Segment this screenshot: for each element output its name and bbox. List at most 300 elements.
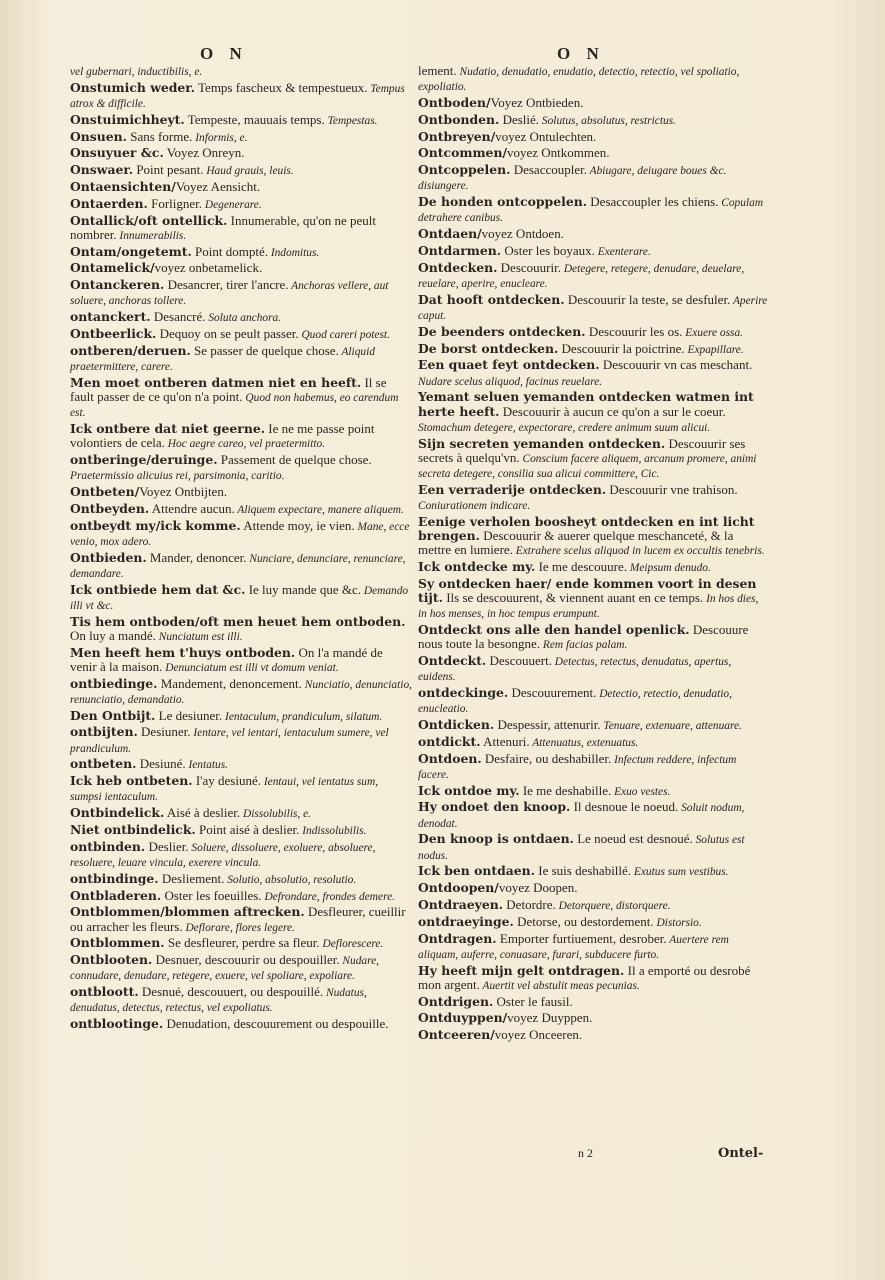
dictionary-entry (418, 325, 768, 340)
latin-gloss: Solutus est nodus. (418, 834, 745, 862)
headword: Ontdrigen. (418, 993, 494, 1009)
headword: Sijn secreten yemanden ontdecken. (418, 435, 666, 451)
french-gloss: Deslier. (145, 838, 189, 854)
dictionary-entry (418, 293, 768, 323)
french-gloss: Descouurir la teste, se desfuler. (564, 291, 731, 307)
latin-gloss: Infectum reddere, infectum facere. (418, 753, 737, 781)
latin-gloss: Rem facias palam. (540, 639, 628, 652)
latin-gloss: Tenuare, extenuare, attenuare. (600, 719, 742, 732)
french-gloss: Desliement. (158, 870, 225, 886)
dictionary-entry (418, 515, 768, 559)
french-gloss: Desnué, descouuert, ou despouillé. (138, 984, 324, 1000)
dictionary-entry (70, 453, 412, 483)
latin-gloss: Demando illi vt &c. (70, 584, 409, 612)
french-gloss: Mandement, denoncement. (157, 675, 302, 691)
headword: Hy ondoet den knoop. (418, 799, 571, 815)
headword: Ontduyppen/ (418, 1010, 508, 1026)
dictionary-entry (418, 752, 768, 782)
left-column (70, 64, 412, 1034)
dictionary-entry (418, 560, 768, 575)
latin-gloss: Exenterare. (594, 245, 651, 258)
french-gloss: Desnuer, descouurir ou despouiller. (152, 952, 340, 968)
signature-mark: n 2 (578, 1146, 593, 1160)
french-gloss: voyez Ontdoen. (481, 226, 564, 242)
headword: Ontdecken. (418, 259, 498, 275)
french-gloss: Oster les boyaux. (501, 242, 595, 258)
latin-gloss: Exuere ossa. (682, 326, 744, 339)
french-gloss: Desiuné. (136, 756, 186, 772)
headword: Ontam/ongetemt. (70, 243, 192, 259)
headword: Ick ontbere dat niet geerne. (70, 420, 266, 436)
french-gloss: Detordre. (503, 896, 556, 912)
latin-gloss: Deflorescere. (319, 938, 384, 951)
headword: Ontdraeyen. (418, 896, 504, 912)
french-gloss: Descouurir ses secrets à quelqu'vn. (418, 435, 746, 465)
dictionary-entry (70, 872, 412, 887)
dictionary-entry (418, 577, 768, 622)
dictionary-entry (70, 261, 412, 276)
dictionary-entry (418, 113, 768, 128)
latin-gloss: Praetermissio alicuius rei, parsimonia, caritio. (70, 470, 285, 483)
latin-gloss: Stomachum detegere, expectorare, credere animum suum alicui. (418, 421, 711, 434)
latin-gloss: Innumerabilis. (116, 229, 187, 242)
headword: Ontamelick/ (70, 260, 155, 276)
dictionary-entry (418, 146, 768, 161)
dictionary-entry (418, 483, 768, 513)
headword: ontdraeyinge. (418, 913, 514, 929)
french-gloss: Voyez Onreyn. (163, 145, 245, 161)
latin-gloss: Soluere, dissoluere, exoluere, absoluere, resoluere, leuare vincula, exerere vincula. (70, 841, 376, 869)
french-gloss: Point dompté. (191, 243, 268, 259)
headword: Een quaet feyt ontdecken. (418, 357, 600, 373)
dictionary-entry (418, 437, 768, 482)
dictionary-entry (418, 130, 768, 145)
headword: Ontcoppelen. (418, 162, 511, 178)
latin-gloss: Ientare, vel ientari, ientaculum sumere, vel prandiculum. (70, 727, 389, 755)
headword: Ick ontdecke my. (418, 558, 536, 574)
french-gloss: Desfaire, ou deshabiller. (481, 750, 612, 766)
headword: Ontceeren/ (418, 1027, 495, 1043)
headword: De borst ontdecken. (418, 340, 559, 356)
latin-gloss: Anchoras vellere, aut soluere, anchoras tollere. (70, 280, 389, 308)
headword: ontbeydt my/ick komme. (70, 517, 241, 533)
dictionary-entry (70, 725, 412, 755)
latin-gloss: Attenuatus, extenuatus. (529, 736, 639, 749)
dictionary-entry (70, 344, 412, 374)
french-gloss: voyez Ontulechten. (495, 128, 597, 144)
headword: Ontbonden. (418, 111, 500, 127)
headword: Niet ontbindelick. (70, 821, 196, 837)
dictionary-entry (418, 163, 768, 193)
dictionary-entry (418, 800, 768, 830)
dictionary-entry (418, 261, 768, 291)
french-gloss: Innumerable, qu'on ne peult nombrer. (70, 212, 376, 242)
french-gloss: Desaccoupler les chiens. (587, 194, 719, 210)
headword: Yemant seluen yemanden ontdecken watmen int herte heeft. (418, 389, 754, 419)
dictionary-entry (70, 197, 412, 212)
headword: Een verraderije ontdecken. (418, 481, 607, 497)
dictionary-entry (418, 227, 768, 242)
latin-gloss: Coniurationem indicare. (418, 499, 531, 512)
dictionary-entry (70, 146, 412, 161)
dictionary-entry (70, 422, 412, 451)
dictionary-entry (418, 881, 768, 896)
french-gloss: Desfleurer, cueillir ou arracher les fleurs. (70, 904, 406, 934)
dictionary-entry (418, 623, 768, 652)
latin-gloss: Abiugare, deiugare boues &c. disiungere. (418, 165, 727, 193)
french-gloss: Descouurir vne trahison. (606, 481, 738, 497)
latin-gloss: Tempestas. (324, 114, 378, 127)
french-gloss: Il desnoue le noeud. (570, 799, 679, 815)
french-gloss: voyez Doopen. (498, 880, 578, 896)
headword: Ontbladeren. (70, 887, 162, 903)
dictionary-entry (70, 310, 412, 325)
french-gloss: Point aisé à deslier. (195, 821, 300, 837)
latin-gloss: Indissolubilis. (299, 824, 367, 837)
latin-gloss: Degenerare. (202, 198, 262, 211)
dictionary-entry (70, 774, 412, 804)
latin-gloss: Nudatus, denudatus, detectus, retectus, vel expoliatus. (70, 987, 367, 1015)
latin-gloss: Aliquem expectare, manere aliquem. (234, 503, 404, 516)
french-gloss: Descouurir. (497, 259, 561, 275)
dictionary-entry (418, 390, 768, 435)
dictionary-entry (70, 485, 412, 500)
french-gloss: Le desiuner. (155, 707, 223, 723)
french-gloss: Descouurir à aucun ce qu'on a sur le coeur. (499, 403, 726, 419)
latin-gloss: Copulam detrahere canibus. (418, 197, 764, 225)
french-gloss: Il se fault passer de ce qu'on n'a point. (70, 374, 387, 404)
headword: Ontbreyen/ (418, 128, 496, 144)
dictionary-entry (70, 757, 412, 772)
latin-gloss: Ientaculum, prandiculum, silatum. (222, 710, 383, 723)
french-gloss: Il a emporté ou desrobé mon argent. (418, 962, 751, 992)
dictionary-entry (70, 130, 412, 145)
french-gloss: Voyez Aensicht. (175, 178, 261, 194)
dictionary-entry (418, 342, 768, 357)
headword: ontdeckinge. (418, 684, 509, 700)
dictionary-entry (418, 64, 768, 94)
dictionary-entry (418, 718, 768, 733)
headword: Ick ontbiede hem dat &c. (70, 581, 246, 597)
headword: Onsuen. (70, 128, 127, 144)
headword: Ontbeerlick. (70, 325, 157, 341)
french-gloss: voyez Duyppen. (507, 1010, 593, 1026)
headword: Ontdarmen. (418, 242, 502, 258)
latin-gloss: In hos dies, in hos menses, in hoc tempus erumpunt. (418, 592, 759, 621)
french-gloss: I'ay desiuné. (192, 773, 261, 789)
french-gloss: Descouurement. (508, 684, 597, 700)
dictionary-entry (70, 823, 412, 838)
french-gloss: Detorse, ou destordement. (513, 913, 654, 929)
headword: ontbloott. (70, 984, 139, 1000)
dictionary-entry (70, 646, 412, 675)
headword: Ontbindelick. (70, 805, 165, 821)
header-right: O N (557, 44, 605, 63)
dictionary-entry (70, 889, 412, 904)
headword: Men heeft hem t'huys ontboden. (70, 644, 296, 660)
latin-gloss: Expapillare. (684, 343, 744, 356)
latin-gloss: Nudare scelus aliquod, facinus reuelare. (418, 375, 603, 388)
french-gloss: On l'a mandé de venir à la maison. (70, 644, 383, 674)
headword: Ontdicken. (418, 716, 495, 732)
headword: Ontbieden. (70, 549, 147, 565)
dictionary-entry (70, 113, 412, 128)
latin-gloss: Solutio, absolutio, resolutio. (224, 873, 357, 886)
dictionary-entry (418, 1011, 768, 1026)
latin-gloss: Denunciatum est illi vt domum veniat. (162, 661, 339, 674)
latin-gloss: Quod non habemus, eo carendum est. (70, 391, 399, 420)
headword: ontbindinge. (70, 870, 159, 886)
french-gloss: Tempeste, mauuais temps. (184, 111, 325, 127)
dictionary-entry (418, 995, 768, 1010)
french-gloss: Se passer de quelque chose. (190, 342, 339, 358)
headword: ontdickt. (418, 733, 481, 749)
dictionary-entry (70, 840, 412, 870)
headword: Ontdeckt. (418, 652, 487, 668)
latin-gloss: Defrondare, frondes demere. (261, 890, 395, 903)
latin-gloss: Ientaui, vel ientatus sum, sumpsi ientaculum. (70, 776, 379, 804)
dictionary-entry (70, 278, 412, 308)
headword: De beenders ontdecken. (418, 323, 586, 339)
headword: Ontaerden. (70, 195, 148, 211)
french-gloss: voyez Ontkommen. (506, 145, 610, 161)
header-left: O N (200, 44, 248, 63)
headword: ontbijten. (70, 724, 138, 740)
french-gloss: Attendre aucun. (149, 500, 235, 516)
dictionary-entry (70, 245, 412, 260)
french-gloss: Le noeud est desnoué. (573, 831, 693, 847)
headword: Den Ontbijt. (70, 707, 156, 723)
headword: ontanckert. (70, 309, 151, 325)
french-gloss: Dequoy on se peult passer. (156, 325, 299, 341)
latin-gloss: Tempus atrox & difficile. (70, 82, 405, 110)
dictionary-entry (418, 1028, 768, 1043)
headword: Tis hem ontboden/oft men heuet hem ontboden. (70, 613, 406, 629)
headword: Ontanckeren. (70, 277, 165, 293)
headword: ontbiedinge. (70, 675, 158, 691)
dictionary-entry (418, 244, 768, 259)
french-gloss: Descouurir vn cas meschant. (599, 357, 753, 373)
french-gloss: Desancré. (150, 309, 206, 325)
headword: Den knoop is ontdaen. (418, 831, 574, 847)
latin-gloss: Ientatus. (185, 759, 228, 772)
latin-gloss: Nunciare, denunciare, renunciare, demandare. (70, 552, 406, 580)
latin-gloss: Exutus sum vestibus. (631, 866, 729, 879)
latin-gloss: Hoc aegre careo, vel praetermitto. (164, 438, 326, 451)
headword: Ontblommen. (70, 935, 165, 951)
french-gloss: Sans forme. (127, 128, 193, 144)
dictionary-entry (70, 936, 412, 951)
dictionary-entry (70, 327, 412, 342)
headword: ontblootinge. (70, 1016, 164, 1032)
french-gloss: Se desfleurer, perdre sa fleur. (164, 935, 320, 951)
latin-gloss: Nunciatum est illi. (155, 630, 243, 643)
french-gloss: Desancrer, tirer l'ancre. (164, 277, 289, 293)
french-gloss: voyez onbetamelick. (154, 260, 263, 276)
latin-gloss: Solutus, absolutus, restrictus. (539, 114, 676, 127)
french-gloss: Despessir, attenurir. (494, 716, 601, 732)
headword: Ontbeyden. (70, 500, 150, 516)
latin-gloss: Detectus, retectus, denudatus, apertus, euidens. (418, 655, 732, 684)
latin-gloss: Detorquere, distorquere. (555, 899, 671, 912)
latin-gloss: Auertit vel abstulit meas pecunias. (479, 979, 640, 992)
french-gloss: Attende moy, ie vien. (240, 517, 355, 533)
headword: De honden ontcoppelen. (418, 194, 588, 210)
headword: Onswaer. (70, 162, 134, 178)
latin-gloss: Soluit nodum, denodat. (418, 802, 745, 830)
french-gloss: Point pesant. (133, 162, 204, 178)
dictionary-entry (418, 686, 768, 716)
headword: Ontdoen. (418, 750, 482, 766)
headword: Ontdragen. (418, 930, 497, 946)
headword: Ontdaen/ (418, 226, 482, 242)
headword: Onstumich weder. (70, 79, 195, 95)
french-gloss: Attenuri. (480, 733, 530, 749)
headword: ontberen/deruen. (70, 342, 191, 358)
headword: Ontdoopen/ (418, 880, 499, 896)
french-gloss: Descouure nous toute la besongne. (418, 621, 749, 652)
headword: Ontblommen/blommen aftrecken. (70, 904, 305, 920)
french-gloss: Passement de quelque chose. (217, 451, 372, 467)
french-gloss: Voyez Ontbijten. (139, 483, 228, 499)
latin-gloss: Auertere rem aliquam, auferre, conuasare, furari, subducere furto. (418, 933, 729, 961)
latin-gloss: Informis, e. (192, 131, 248, 144)
dictionary-entry (418, 932, 768, 962)
french-gloss: Forligner. (147, 195, 203, 211)
dictionary-entry (70, 615, 412, 644)
french-gloss: Descouurir la poictrine. (558, 340, 685, 356)
dictionary-entry (70, 163, 412, 178)
french-gloss: Mander, denoncer. (146, 549, 247, 565)
headword: Ontbeten/ (70, 483, 140, 499)
french-gloss: Oster le fausil. (493, 993, 573, 1009)
french-gloss: Desaccoupler. (510, 162, 587, 178)
french-gloss: Temps fascheux & tempestueux. (195, 79, 368, 95)
headword: Ontboden/ (418, 95, 491, 110)
dictionary-entry (70, 806, 412, 821)
dictionary-entry (418, 735, 768, 750)
dictionary-entry (70, 81, 412, 111)
headword: Eenige verholen boosheyt ontdecken en int licht brengen. (418, 513, 755, 543)
latin-gloss: Aliquid praetermittere, carere. (70, 345, 375, 373)
latin-gloss: Nudare, connudare, denudare, retegere, exuere, vel spoliare, expoliare. (70, 955, 380, 983)
latin-gloss: Deflorare, flores legere. (182, 921, 295, 934)
headword: Hy heeft mijn gelt ontdragen. (418, 962, 625, 978)
headword: ontbinden. (70, 838, 146, 854)
french-gloss: Emporter furtiuement, desrober. (496, 930, 667, 946)
latin-gloss: Extrahere scelus aliquod in lucem ex occultis tenebris. (512, 545, 765, 558)
dictionary-entry (418, 915, 768, 930)
dictionary-entry (70, 551, 412, 581)
dictionary-entry (70, 376, 412, 421)
dictionary-entry (70, 677, 412, 707)
dictionary-entry (418, 964, 768, 993)
latin-gloss: Detegere, retegere, denudare, deuelare, reuelare, aperire, enucleare. (418, 262, 745, 290)
headword: ontbeten. (70, 756, 137, 772)
dictionary-entry (70, 1017, 412, 1032)
headword: Ontcommen/ (418, 145, 507, 161)
headword: ontberinge/deruinge. (70, 451, 218, 467)
catchword: Ontel- (718, 1146, 764, 1161)
latin-gloss: Detectio, retectio, denudatio, enucleatio. (418, 687, 732, 716)
latin-gloss: vel gubernari, inductibilis, e. (70, 66, 203, 78)
french-gloss: Descouurir les os. (585, 323, 683, 339)
french-gloss: Ie me descouure. (535, 558, 627, 574)
headword: Ontdeckt ons alle den handel openlick. (418, 621, 690, 637)
latin-gloss: Nudatio, denudatio, enudatio, detectio, retectio, vel spoliatio, expoliatio. (418, 66, 740, 94)
headword: Ontblooten. (70, 952, 153, 968)
french-gloss: voyez Onceeren. (494, 1027, 583, 1043)
headword: Ick ontdoe my. (418, 782, 520, 798)
dictionary-entry (70, 180, 412, 195)
dictionary-entry (70, 985, 412, 1015)
french-gloss: Ils se descouurent, & viennent auant en ce temps. (442, 589, 704, 605)
latin-gloss: Indomitus. (267, 246, 320, 259)
dictionary-entry (70, 953, 412, 983)
latin-gloss: Haud grauis, leuis. (203, 165, 294, 178)
latin-gloss: Meipsum denudo. (627, 561, 711, 574)
latin-gloss: Exuo vestes. (611, 785, 671, 798)
french-gloss: Ie luy mande que &c. (245, 581, 361, 597)
headword: Onstuimichheyt. (70, 111, 185, 127)
dictionary-entry (418, 195, 768, 225)
latin-gloss: Conscium facere aliquem, arcanum promere, animi secreta detegere, consilia sua alicui committere, Cic. (418, 452, 757, 480)
dictionary-entry (418, 898, 768, 913)
latin-gloss: Dissolubilis, e. (240, 808, 312, 821)
page-footer (0, 1146, 885, 1170)
headword: Dat hooft ontdecken. (418, 291, 565, 307)
dictionary-entry (418, 864, 768, 879)
french-gloss: Desiuner. (137, 724, 191, 740)
dictionary-entry (70, 905, 412, 934)
dictionary-entry (70, 519, 412, 549)
dictionary-entry (70, 502, 412, 517)
french-gloss: Ie suis deshabillé. (535, 863, 632, 879)
dictionary-entry (418, 784, 768, 799)
french-gloss: Descouuert. (486, 652, 552, 668)
headword: Sy ontdecken haer/ ende kommen voort in desen tijt. (418, 575, 757, 605)
right-column (418, 64, 768, 1045)
latin-gloss: Nunciatio, denunciatio, renunciatio, demandatio. (70, 678, 413, 706)
latin-gloss: Aperire caput. (418, 294, 768, 322)
french-gloss: Ie me deshabille. (519, 782, 612, 798)
french-gloss: Ie ne me passe point volontiers de cela. (70, 420, 375, 451)
french-gloss: lement. (418, 63, 457, 78)
french-gloss: Deslié. (499, 111, 540, 127)
dictionary-entry (70, 709, 412, 724)
latin-gloss: Distorsio. (653, 916, 702, 929)
french-gloss: Descouurir & auerer quelque meschanceté, & la mettre en lumiere. (418, 527, 734, 558)
french-gloss: Denudation, descouurement ou despouille. (163, 1016, 389, 1032)
dictionary-entry (70, 214, 412, 243)
headword: Ontallick/oft ontellick. (70, 212, 228, 228)
headword: Onsuyuer &c. (70, 145, 164, 161)
latin-gloss: Mane, ecce venio, mox adero. (70, 520, 410, 548)
headword: Men moet ontberen datmen niet en heeft. (70, 374, 362, 390)
dictionary-entry (418, 96, 768, 111)
french-gloss: Voyez Ontbieden. (490, 95, 584, 110)
headword: Ick heb ontbeten. (70, 773, 193, 789)
latin-gloss: Soluta anchora. (205, 312, 282, 325)
french-gloss: On luy a mandé. (70, 627, 156, 643)
dictionary-entry (418, 832, 768, 862)
dictionary-entry (418, 358, 768, 388)
headword: Ontaensichten/ (70, 178, 176, 194)
dictionary-entry (418, 654, 768, 684)
french-gloss: Aisé à deslier. (164, 805, 241, 821)
headword: Ick ben ontdaen. (418, 863, 536, 879)
french-gloss: Oster les foeuilles. (161, 887, 262, 903)
